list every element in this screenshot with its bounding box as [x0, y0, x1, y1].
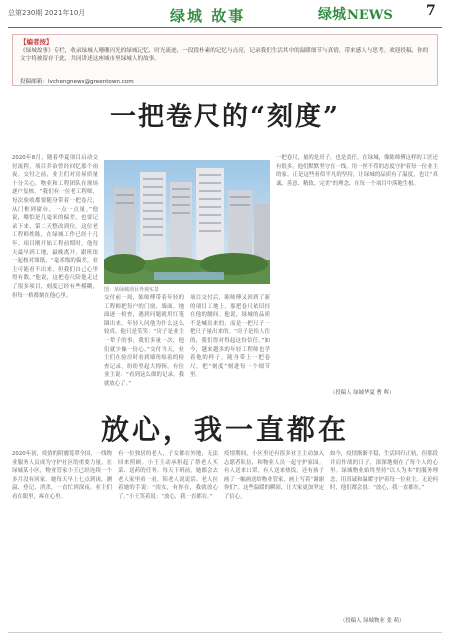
article2-col1: 2020年初，疫情的阴霾笼罩全国，一线物业服务人员成为守护社区的重要力量。在绿城某小区，物业管家小王已经连续一个多月没有回家。她每天早上七点到岗，测温、登记、消杀，一直忙到深夜。业主们看在眼里，疼在心里。 — [12, 451, 112, 500]
article1-photo — [104, 160, 270, 284]
article1-photo-caption: 图：某绿城项目外观实景 — [104, 287, 160, 293]
article2-signature: （投稿人 绿城物业 张 萌） — [340, 618, 405, 624]
editor-note-mail: 投稿邮箱：lvchengnews@greentown.com — [20, 79, 134, 85]
article1-col1: 2020年8月，随着华夏项目启动交付流程，项目乔治曾经回忆那个雨夜。交付之前，业主们对房屋质量十分关心，物业和工程团队在现场逐户复核。“我们有一位老工程师，每次验收都要随身带着一把卷尺，从门框到窗台，一点一点量。”他说，哪怕是几毫米的偏差，也要记录下来，第二天整改到位。这位老工程师姓陈，在绿城工作已经十几年。项目刚开始工程前期时，他每天最早到工地，最晚离开，跟班组一起核对图纸。“毫米级的偏差，业主可能看不出来，但我们自己心里得有数。”他说，这把卷尺陪他走过了很多项目，刻度已经有些模糊，但每一格都刻在他心里。 — [12, 155, 98, 299]
article2-col2: 有一位独居的老人，子女都在外地，无法回来照顾。小王主动承担起了帮老人买菜、送药的任务。每天下班前，她都会去老人家里看一看，陪老人说说话。老人拉着她的手说：“闺女，有你在，我就放心了。”小王笑着说：“放心，我一直都在。” — [118, 451, 218, 500]
page-header — [0, 0, 450, 30]
article2-col4: 如今，疫情渐渐平稳，生活回归正轨，但那段并肩作战的日子，深深地刻在了每个人的心里。绿城物业始终坚持“以人为本”的服务理念，用真诚和温暖守护着每一位业主。无论何时，他们都会说：“放心，我一直都在。” — [330, 451, 438, 492]
article1-col2: 交付前一周，陈师傅带着年轻的工程师把每户的门窗、墙面、地面逐一检查，遇到问题就用红笔圈出来。年轻人问他为什么这么较真，他只是笑笑：“房子是业主一辈子的事，我们多量一次，他们就少操一份心。”交付当天，业主们在验房时看到墙角贴着的检查记录，纷纷竖起大拇指。有位业主说：“看到这么细的记录，我就放心了。” — [104, 295, 184, 387]
newspaper-logo — [318, 4, 393, 24]
footer-divider — [8, 632, 442, 633]
editor-note-title: 【编者按】 — [20, 38, 53, 46]
article2-title: 放心，我一直都在 — [100, 413, 349, 446]
article1-col3: 项目交付后，陈师傅又回到了新的项目工地上，那把卷尺依旧挂在他的腰间。他说，绿城的品质不是喊出来的，而是一把尺子一把尺子量出来的。“房子是给人住的，我们得对得起这份信任。”如今，越来越多的年轻工程师也学着他的样子，随身带上一把卷尺，把“刻度”刻进每一个细节里。 — [190, 295, 270, 379]
article1-signature: （投稿人 绿城华夏 曹 晖） — [330, 390, 395, 396]
logo-cn: 绿城 — [318, 7, 346, 23]
building-photo-icon — [104, 160, 270, 284]
issue-info: 总第230期 2021年10月 — [8, 9, 86, 17]
editor-note-body: 《绿城故事》专栏，收录绿城人珊珊闪光的绿城记忆、时光流迹，一段段朴素的记忆与点亮，记录我们生活其中的温暖细节与真情，带来感人与思考。欢迎投稿，你的文字将被留存于此，共同讲述这座城市里绿城人的故事。 — [20, 48, 429, 63]
article2-col3: 疫情期间，小区里还有很多业主主动加入志愿者队伍，和物业人员一起守护家园。有人送来口罩，有人送来热饭，还有孩子画了一幅画送给物业管家，画上写着“谢谢你们”。这些温暖的瞬间，让大家更加坚定了信心。 — [224, 451, 324, 500]
article1-title: 一把卷尺的“刻度” — [110, 102, 340, 132]
article1-col4: 一把卷尺，量的是房子，也是责任。在绿城，像陈师傅这样的工匠还有很多，他们默默坚守在一线，用一丝不苟的态度守护着每一位业主的家。正是这些看似平凡的坚持，让绿城的品质有了温度，也让“真诚、善意、精致、完美”的理念，在每一个项目中落地生根。 — [276, 155, 438, 187]
section-title: 绿城 故事 — [170, 7, 246, 25]
logo-en: NEWS — [347, 8, 393, 23]
page-number: 7 — [426, 3, 436, 19]
header-divider — [8, 27, 442, 28]
